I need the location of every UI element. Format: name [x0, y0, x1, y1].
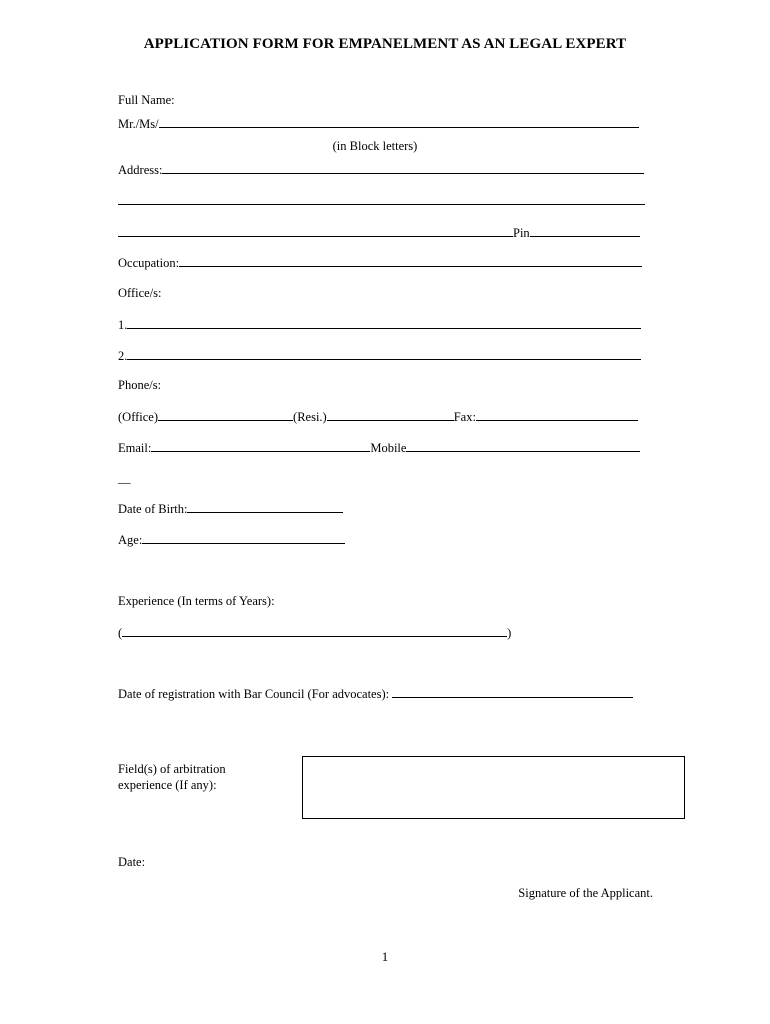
office-1-field[interactable] [127, 317, 641, 329]
mobile-field[interactable] [406, 440, 640, 452]
phones-row [118, 409, 638, 425]
dob-label: Date of Birth: [118, 502, 188, 516]
age-field[interactable] [142, 532, 345, 544]
office-row-1 [118, 317, 641, 333]
full-name-label: Full Name: [118, 93, 175, 107]
form-title: APPLICATION FORM FOR EMPANELMENT AS AN LEGAL EXPERT [143, 36, 627, 52]
name-prefix-label: Mr./Ms/ [118, 117, 159, 131]
email-label: Email: [118, 441, 152, 455]
age-label: Age: [118, 533, 143, 547]
phone-office-label: (Office) [118, 410, 159, 424]
address-row-2 [118, 193, 645, 209]
occupation-field[interactable] [179, 255, 642, 267]
experience-row [118, 625, 511, 641]
email-row [118, 440, 640, 456]
arbitration-label-line-1: Field(s) of arbitration [118, 762, 226, 776]
bar-council-row [118, 686, 633, 702]
office-row-2 [118, 348, 641, 364]
office-item-1-label: 1. [118, 318, 128, 332]
phone-resi-field[interactable] [327, 409, 454, 421]
block-letters-note: (in Block letters) [332, 139, 418, 153]
full-name-row [118, 116, 639, 132]
age-row [118, 532, 345, 548]
fax-label: Fax: [453, 410, 476, 424]
address-field-line-3[interactable] [118, 225, 513, 237]
address-row-1 [118, 162, 644, 178]
phones-label: Phone/s: [118, 378, 162, 392]
arbitration-experience-box[interactable] [302, 756, 685, 819]
office-2-field[interactable] [127, 348, 641, 360]
dob-field[interactable] [187, 501, 343, 513]
address-label: Address: [118, 163, 163, 177]
experience-label: Experience (In terms of Years): [118, 594, 275, 608]
office-item-2-label: 2. [118, 349, 128, 363]
offices-label: Office/s: [118, 286, 162, 300]
mobile-label: Mobile [370, 441, 407, 455]
occupation-label: Occupation: [118, 256, 180, 270]
occupation-row [118, 255, 642, 271]
bar-council-label: Date of registration with Bar Council (For advocates): [118, 687, 390, 701]
pin-label: Pin [513, 226, 530, 240]
experience-field[interactable] [122, 625, 507, 637]
arbitration-label-line-2: experience (If any): [118, 778, 217, 792]
bar-council-field[interactable] [392, 686, 633, 698]
address-field-line-2[interactable] [118, 193, 645, 205]
pin-field[interactable] [530, 225, 640, 237]
experience-close-paren: ) [507, 626, 512, 640]
address-field-line-1[interactable] [162, 162, 644, 174]
phone-resi-label: (Resi.) [293, 410, 327, 424]
fax-field[interactable] [476, 409, 638, 421]
date-label: Date: [118, 855, 146, 869]
dob-row [118, 501, 343, 517]
phone-office-field[interactable] [158, 409, 293, 421]
experience-open-paren: ( [118, 626, 123, 640]
email-field[interactable] [151, 440, 370, 452]
signature-label: Signature of the Applicant. [518, 886, 653, 900]
address-row-3 [118, 225, 640, 241]
page-number: 1 [381, 949, 389, 964]
full-name-field[interactable] [159, 116, 639, 128]
email-overflow-line: __ [118, 471, 131, 485]
